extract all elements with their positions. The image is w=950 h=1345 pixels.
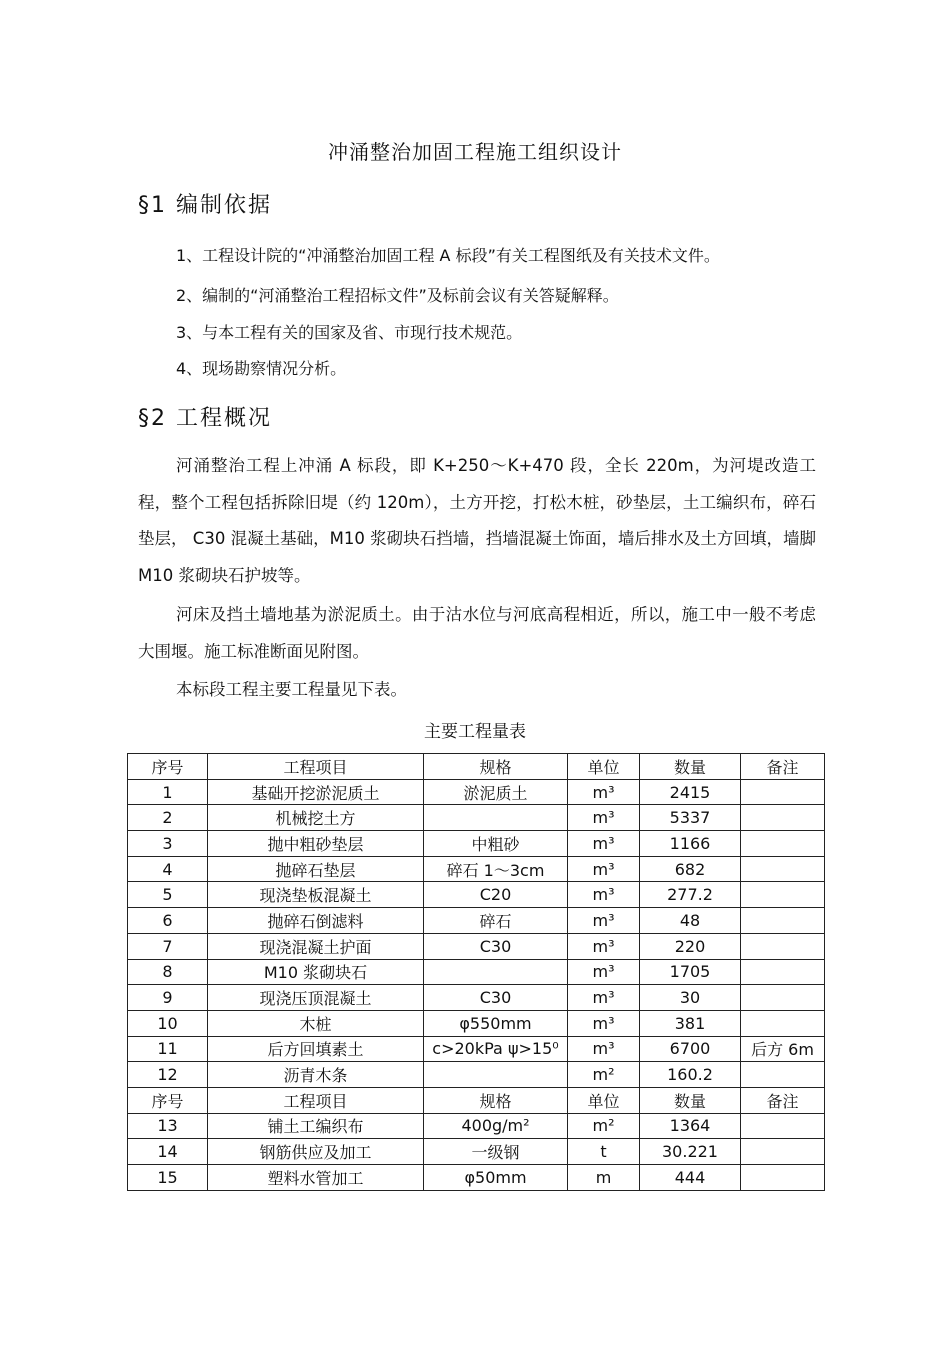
table-cell: 15 (128, 1165, 208, 1191)
table-cell: 277.2 (640, 882, 741, 908)
table-row (128, 779, 825, 805)
table-cell (424, 1062, 568, 1088)
table-cell: 444 (640, 1165, 741, 1191)
table-cell (741, 805, 825, 831)
table-cell (741, 856, 825, 882)
basis-item-2: 2、编制的“河涌整治工程招标文件”及标前会议有关答疑解释。 (176, 286, 619, 305)
table-cell: 14 (128, 1139, 208, 1165)
table-row (128, 882, 825, 908)
table-row (128, 1113, 825, 1139)
table-header-cell: 数量 (640, 754, 741, 780)
table-cell: 一级钢 (424, 1139, 568, 1165)
table-cell: 48 (640, 908, 741, 934)
table-cell (741, 1062, 825, 1088)
table-cell: 塑料水管加工 (208, 1165, 424, 1191)
table-cell: c>20kPa ψ>15⁰ (424, 1036, 568, 1062)
table-cell: C30 (424, 985, 568, 1011)
table-cell: 2 (128, 805, 208, 831)
table-cell: 现浇混凝土护面 (208, 933, 424, 959)
table-cell: 30.221 (640, 1139, 741, 1165)
table-cell: 381 (640, 1010, 741, 1036)
table-cell: m³ (568, 1036, 640, 1062)
table-cell: m³ (568, 831, 640, 857)
table-cell (424, 805, 568, 831)
table-cell: 基础开挖淤泥质土 (208, 779, 424, 805)
table-cell: 碎石 1～3cm (424, 856, 568, 882)
table-header-cell: 序号 (128, 1087, 208, 1113)
table-cell: 淤泥质土 (424, 779, 568, 805)
table-cell: 2415 (640, 779, 741, 805)
table-cell: 13 (128, 1113, 208, 1139)
table-cell (741, 1165, 825, 1191)
table-cell: 现浇垫板混凝土 (208, 882, 424, 908)
table-cell: φ550mm (424, 1010, 568, 1036)
table-cell: 682 (640, 856, 741, 882)
table-cell (741, 985, 825, 1011)
table-cell: 9 (128, 985, 208, 1011)
table-cell: m³ (568, 985, 640, 1011)
table-cell: 160.2 (640, 1062, 741, 1088)
table-cell: 铺土工编织布 (208, 1113, 424, 1139)
table-cell: 后方回填素土 (208, 1036, 424, 1062)
table-cell: 5 (128, 882, 208, 908)
table-row (128, 959, 825, 985)
table-cell: 1166 (640, 831, 741, 857)
table-cell: m³ (568, 1010, 640, 1036)
table-row (128, 1036, 825, 1062)
table-cell (741, 933, 825, 959)
table-cell (741, 1010, 825, 1036)
table-cell (741, 882, 825, 908)
table-cell: 抛碎石倒滤料 (208, 908, 424, 934)
table-cell: 钢筋供应及加工 (208, 1139, 424, 1165)
table-cell (741, 1113, 825, 1139)
table-cell (741, 959, 825, 985)
table-header-cell: 单位 (568, 1087, 640, 1113)
basis-item-4: 4、现场勘察情况分析。 (176, 359, 347, 378)
table-cell: 抛碎石垫层 (208, 856, 424, 882)
basis-item-3: 3、与本工程有关的国家及省、市现行技术规范。 (176, 323, 523, 342)
table-cell: 碎石 (424, 908, 568, 934)
overview-paragraph-3: 本标段工程主要工程量见下表。 (176, 680, 407, 699)
table-cell: 1705 (640, 959, 741, 985)
table-cell (424, 959, 568, 985)
table-cell: 3 (128, 831, 208, 857)
table-header-cell: 规格 (424, 754, 568, 780)
table-cell: m² (568, 1113, 640, 1139)
quantity-table (127, 753, 825, 1191)
table-cell: 1364 (640, 1113, 741, 1139)
table-cell: 木桩 (208, 1010, 424, 1036)
table-header-cell: 规格 (424, 1087, 568, 1113)
table-cell: m³ (568, 882, 640, 908)
table-cell: m (568, 1165, 640, 1191)
table-row (128, 1139, 825, 1165)
table-cell: 400g/m² (424, 1113, 568, 1139)
table-cell: M10 浆砌块石 (208, 959, 424, 985)
table-cell: m³ (568, 856, 640, 882)
table-cell: C20 (424, 882, 568, 908)
table-cell (741, 1139, 825, 1165)
table-row (128, 985, 825, 1011)
table-header-cell: 单位 (568, 754, 640, 780)
table-cell: t (568, 1139, 640, 1165)
table-cell: C30 (424, 933, 568, 959)
table-cell: 5337 (640, 805, 741, 831)
table-cell: 后方 6m (741, 1036, 825, 1062)
table-row (128, 1062, 825, 1088)
section2-heading: §2 工程概况 (138, 406, 272, 431)
table-cell: 现浇压顶混凝土 (208, 985, 424, 1011)
table-cell: 沥青木条 (208, 1062, 424, 1088)
table-cell: 6 (128, 908, 208, 934)
table-cell: m³ (568, 959, 640, 985)
table-cell (741, 779, 825, 805)
doc-title: 冲涌整治加固工程施工组织设计 (328, 140, 622, 164)
overview-paragraph-2: 河床及挡土墙地基为淤泥质土。由于沽水位与河底高程相近，所以，施工中一般不考虑大围堰。施工标准断面见附图。 (138, 605, 816, 661)
table-cell (741, 908, 825, 934)
table-cell: 30 (640, 985, 741, 1011)
table-header-cell: 数量 (640, 1087, 741, 1113)
table-row (128, 908, 825, 934)
table-row (128, 831, 825, 857)
table-header-cell: 工程项目 (208, 1087, 424, 1113)
table-row (128, 856, 825, 882)
table-caption: 主要工程量表 (424, 722, 526, 742)
table-cell (741, 831, 825, 857)
table-cell: 7 (128, 933, 208, 959)
table-header-cell: 备注 (741, 1087, 825, 1113)
table-header-row (128, 754, 825, 780)
table-header-cell: 备注 (741, 754, 825, 780)
overview-paragraph-1: 河涌整治工程上冲涌 A 标段，即 K+250～K+470 段，全长 220m，为河堤改造工程，整个工程包括拆除旧堤（约 120m），土方开挖，打松木桩，砂垫层，土工编织布，碎石垫层， C30 混凝土基础，M10 浆砌块石挡墙，挡墙混凝土饰面，墙后排水及土方回填，墙脚 M10 浆砌块石护坡等。 (138, 456, 816, 585)
table-cell: m³ (568, 805, 640, 831)
section1-heading: §1 编制依据 (138, 193, 272, 218)
table-cell: 12 (128, 1062, 208, 1088)
table-cell: m³ (568, 908, 640, 934)
table-row (128, 805, 825, 831)
table-cell: m² (568, 1062, 640, 1088)
table-cell: 220 (640, 933, 741, 959)
table-cell: 机械挖土方 (208, 805, 424, 831)
table-cell: 4 (128, 856, 208, 882)
table-cell: 中粗砂 (424, 831, 568, 857)
table-cell: 11 (128, 1036, 208, 1062)
table-header-row (128, 1087, 825, 1113)
basis-item-1: 1、工程设计院的“冲涌整治加固工程 A 标段”有关工程图纸及有关技术文件。 (176, 246, 720, 265)
table-cell: 10 (128, 1010, 208, 1036)
table-cell: 6700 (640, 1036, 741, 1062)
table-row (128, 1010, 825, 1036)
table-cell: φ50mm (424, 1165, 568, 1191)
table-header-cell: 序号 (128, 754, 208, 780)
table-cell: m³ (568, 779, 640, 805)
table-header-cell: 工程项目 (208, 754, 424, 780)
table-row (128, 1165, 825, 1191)
table-row (128, 933, 825, 959)
table-cell: 8 (128, 959, 208, 985)
table-cell: m³ (568, 933, 640, 959)
table-cell: 抛中粗砂垫层 (208, 831, 424, 857)
table-cell: 1 (128, 779, 208, 805)
